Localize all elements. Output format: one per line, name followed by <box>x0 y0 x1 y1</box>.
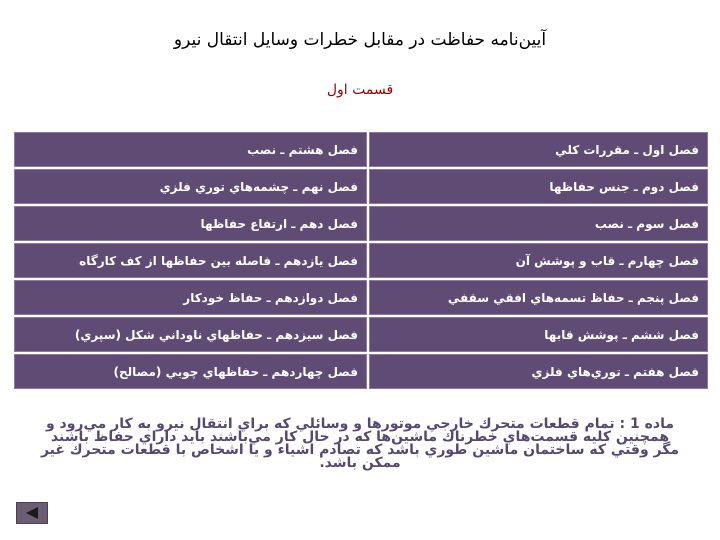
chapter-link[interactable]: فصل هشتم ـ نصب <box>14 132 367 167</box>
chapter-link[interactable]: فصل سوم ـ نصب <box>369 206 708 241</box>
table-row <box>14 280 708 315</box>
article-paragraph <box>40 418 680 470</box>
chapter-link[interactable]: فصل نهم ـ چشمه‌هاي توري فلزي <box>14 169 367 204</box>
chapter-link[interactable]: فصل سيزدهم ـ حفاظهاي ناوداني شكل (سپري) <box>14 317 367 352</box>
chapter-link[interactable]: فصل چهارم ـ قاب و پوشش آن <box>369 243 708 278</box>
section-subtitle: قسمت اول <box>326 82 394 98</box>
table-row <box>14 169 708 204</box>
article-text: تمام قطعات متحرك خارجي موتورها و وسائلي كه براي انتقال نيرو به كار مي‌رود و همچنين كليه قسمت‌هاي خطرناك ماشين‌ها كه در حال كار مي‌باشند بايد داراي حفاظ باشند مگر وقتي كه ساختمان ماشين طوري باشد كه تصادم اشياء و يا اشخاص با قطعات متحرك غير ممكن باشد. <box>40 416 680 471</box>
chapter-link[interactable]: فصل دوازدهم ـ حفاظ خودكار <box>14 280 367 315</box>
table-row <box>14 317 708 352</box>
table-row <box>14 206 708 241</box>
left-triangle-icon <box>26 507 38 519</box>
chapter-link[interactable]: فصل اول ـ مقررات كلي <box>369 132 708 167</box>
chapter-link[interactable]: فصل پنجم ـ حفاظ تسمه‌هاي افقي سقفي <box>369 280 708 315</box>
back-button[interactable] <box>16 502 48 524</box>
table-row <box>14 132 708 167</box>
article-label: ماده 1 : <box>619 416 675 432</box>
chapters-table <box>12 130 710 391</box>
chapter-link[interactable]: فصل دهم ـ ارتفاع حفاظها <box>14 206 367 241</box>
table-row <box>14 243 708 278</box>
chapter-link[interactable]: فصل يازدهم ـ فاصله بين حفاظها از كف كارگاه <box>14 243 367 278</box>
chapter-link[interactable]: فصل دوم ـ جنس حفاظها <box>369 169 708 204</box>
chapter-link[interactable]: فصل هفتم ـ توري‌هاي فلزي <box>369 354 708 389</box>
chapter-link[interactable]: فصل چهاردهم ـ حفاظهاي چوبي (مصالح) <box>14 354 367 389</box>
page-title: آیین‌نامه حفاظت در مقابل خطرات وسایل انتقال نیرو <box>173 30 547 50</box>
chapter-link[interactable]: فصل ششم ـ پوشش قابها <box>369 317 708 352</box>
table-row <box>14 354 708 389</box>
